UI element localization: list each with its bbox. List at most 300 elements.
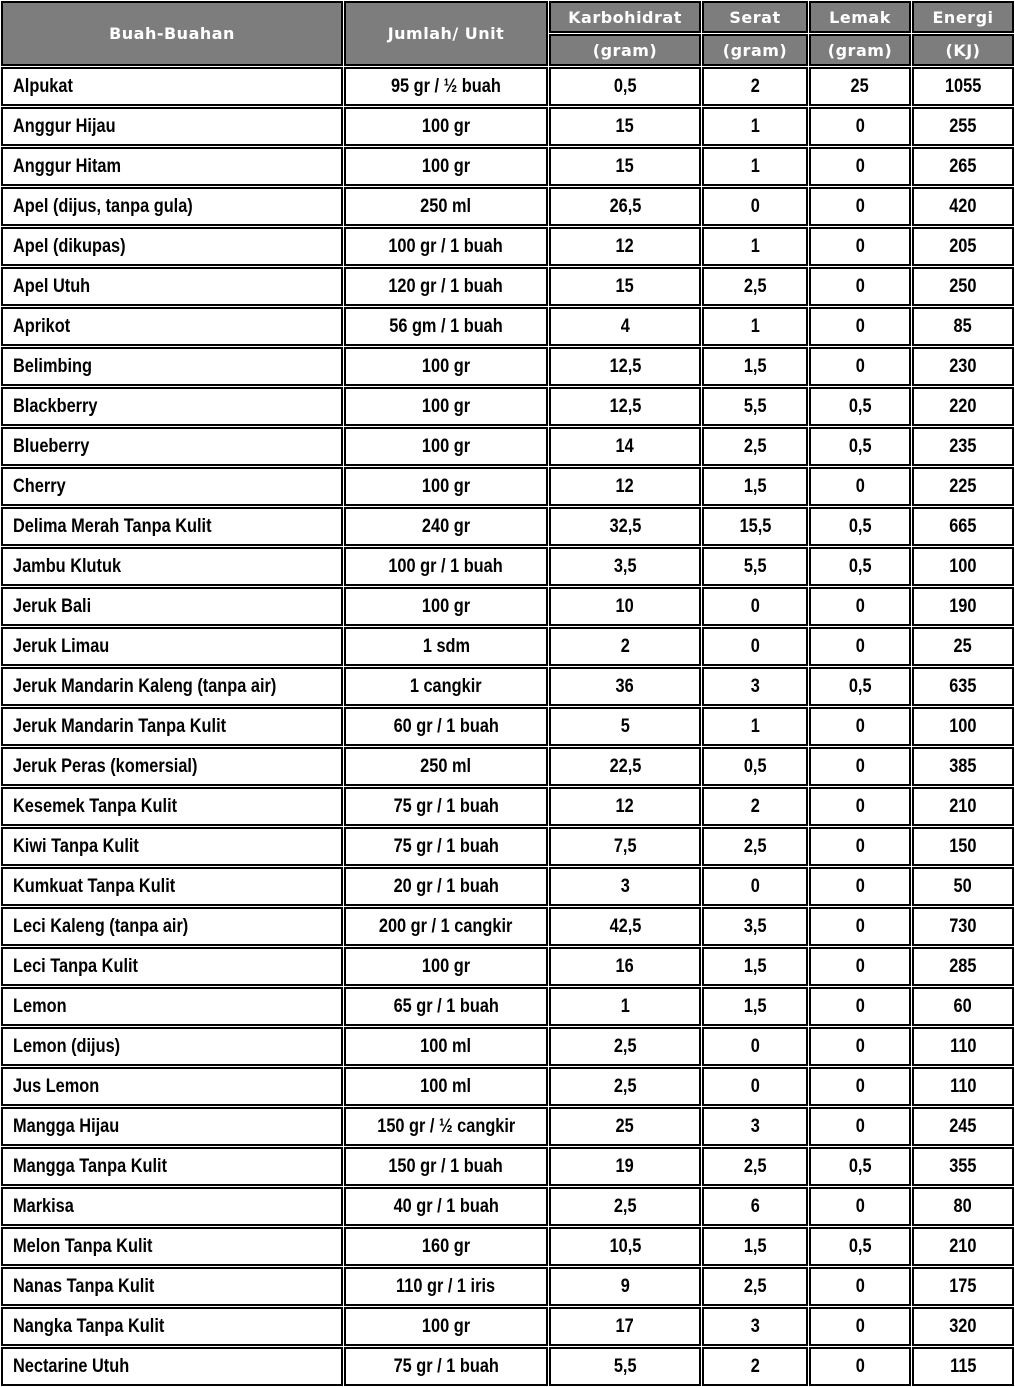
amount-unit-cell <box>344 147 548 186</box>
fruit-name-text: Jeruk Limau <box>13 635 110 657</box>
fruit-name-cell <box>1 107 343 146</box>
cell-value-text: 36 <box>615 675 635 697</box>
fiber-value-cell <box>702 147 808 186</box>
energy-value-cell <box>912 987 1014 1026</box>
cell-value-text: 665 <box>949 515 977 537</box>
table-row <box>1 1027 1014 1066</box>
table-row <box>1 267 1014 306</box>
fruit-name-text: Leci Tanpa Kulit <box>13 955 138 977</box>
energy-value-cell <box>912 107 1014 146</box>
cell-value-text: 100 gr <box>421 395 471 417</box>
amount-unit-cell <box>344 627 548 666</box>
cell-value-text: 3,5 <box>743 915 767 937</box>
fiber-value-cell <box>702 827 808 866</box>
table-row <box>1 67 1014 106</box>
fat-value-cell <box>809 107 911 146</box>
cell-value-text: 2,5 <box>743 1275 767 1297</box>
fat-value-cell <box>809 147 911 186</box>
cell-value-text: 32,5 <box>609 515 641 537</box>
cell-value-text: 210 <box>949 795 977 817</box>
amount-unit-cell <box>344 907 548 946</box>
carbohydrate-value-cell <box>549 427 701 466</box>
fiber-value-cell <box>702 867 808 906</box>
fiber-value-cell <box>702 1067 808 1106</box>
column-header-serat: Serat <box>702 1 808 33</box>
cell-value-text: 250 ml <box>420 195 472 217</box>
cell-value-text: 230 <box>949 355 977 377</box>
fiber-value-cell <box>702 1107 808 1146</box>
cell-value-text: 0 <box>855 1355 865 1377</box>
carbohydrate-value-cell <box>549 467 701 506</box>
carbohydrate-value-cell <box>549 1027 701 1066</box>
cell-value-text: 2,5 <box>743 835 767 857</box>
carbohydrate-value-cell <box>549 1147 701 1186</box>
fruit-name-cell <box>1 1307 343 1346</box>
cell-value-text: 100 gr <box>421 1315 471 1337</box>
cell-value-text: 42,5 <box>609 915 641 937</box>
cell-value-text: 40 gr / 1 buah <box>393 1195 499 1217</box>
cell-value-text: 0 <box>855 595 865 617</box>
fruit-name-text: Apel Utuh <box>13 275 91 297</box>
fiber-value-cell <box>702 907 808 946</box>
fruit-name-text: Aprikot <box>13 315 71 337</box>
fruit-name-cell <box>1 67 343 106</box>
cell-value-text: 225 <box>949 475 977 497</box>
fruit-name-cell <box>1 947 343 986</box>
carbohydrate-value-cell <box>549 387 701 426</box>
cell-value-text: 100 <box>949 715 977 737</box>
fiber-value-cell <box>702 707 808 746</box>
fiber-value-cell <box>702 667 808 706</box>
table-row <box>1 387 1014 426</box>
fat-value-cell <box>809 627 911 666</box>
cell-value-text: 56 gm / 1 buah <box>389 315 503 337</box>
cell-value-text: 150 gr / ½ cangkir <box>376 1115 516 1137</box>
fruit-name-cell <box>1 867 343 906</box>
fruit-name-cell <box>1 187 343 226</box>
cell-value-text: 0 <box>855 715 865 737</box>
cell-value-text: 0,5 <box>848 435 872 457</box>
energy-value-cell <box>912 547 1014 586</box>
amount-unit-cell <box>344 747 548 786</box>
table-row <box>1 1307 1014 1346</box>
fruit-name-text: Cherry <box>13 475 66 497</box>
cell-value-text: 160 gr <box>421 1235 471 1257</box>
carbohydrate-value-cell <box>549 347 701 386</box>
fiber-value-cell <box>702 1187 808 1226</box>
cell-value-text: 5,5 <box>743 555 767 577</box>
carbohydrate-value-cell <box>549 707 701 746</box>
table-row <box>1 227 1014 266</box>
table-row <box>1 867 1014 906</box>
amount-unit-cell <box>344 107 548 146</box>
fruit-name-cell <box>1 507 343 546</box>
fat-value-cell <box>809 587 911 626</box>
fruit-name-cell <box>1 987 343 1026</box>
fat-value-cell <box>809 467 911 506</box>
cell-value-text: 0 <box>855 875 865 897</box>
fiber-value-cell <box>702 227 808 266</box>
fiber-value-cell <box>702 1347 808 1386</box>
fruit-name-cell <box>1 1267 343 1306</box>
cell-value-text: 1 <box>750 235 760 257</box>
table-row <box>1 347 1014 386</box>
carbohydrate-value-cell <box>549 627 701 666</box>
energy-value-cell <box>912 1067 1014 1106</box>
energy-value-cell <box>912 1347 1014 1386</box>
carbohydrate-value-cell <box>549 1267 701 1306</box>
fruit-name-cell <box>1 1027 343 1066</box>
table-row <box>1 787 1014 826</box>
carbohydrate-value-cell <box>549 307 701 346</box>
amount-unit-cell <box>344 1307 548 1346</box>
energy-value-cell <box>912 1027 1014 1066</box>
column-subheader-energi-unit: (KJ) <box>912 34 1014 66</box>
carbohydrate-value-cell <box>549 1187 701 1226</box>
cell-value-text: 0 <box>855 755 865 777</box>
cell-value-text: 0,5 <box>848 395 872 417</box>
energy-value-cell <box>912 587 1014 626</box>
column-header-jumlah-unit: Jumlah/ Unit <box>344 1 548 66</box>
cell-value-text: 2,5 <box>743 275 767 297</box>
fiber-value-cell <box>702 1147 808 1186</box>
fat-value-cell <box>809 267 911 306</box>
cell-value-text: 3 <box>750 675 760 697</box>
fruit-name-text: Jeruk Mandarin Kaleng (tanpa air) <box>13 675 277 697</box>
fruit-name-cell <box>1 347 343 386</box>
cell-value-text: 1055 <box>944 75 982 97</box>
fiber-value-cell <box>702 467 808 506</box>
fruit-name-text: Apel (dikupas) <box>13 235 126 257</box>
cell-value-text: 1,5 <box>743 955 767 977</box>
table-row <box>1 467 1014 506</box>
carbohydrate-value-cell <box>549 867 701 906</box>
fruit-name-text: Anggur Hijau <box>13 115 116 137</box>
fiber-value-cell <box>702 67 808 106</box>
cell-value-text: 110 <box>949 1075 977 1097</box>
fat-value-cell <box>809 1347 911 1386</box>
fruit-name-cell <box>1 1187 343 1226</box>
cell-value-text: 0 <box>750 875 760 897</box>
fiber-value-cell <box>702 187 808 226</box>
energy-value-cell <box>912 347 1014 386</box>
fiber-value-cell <box>702 1307 808 1346</box>
cell-value-text: 22,5 <box>609 755 641 777</box>
fat-value-cell <box>809 507 911 546</box>
fiber-value-cell <box>702 747 808 786</box>
amount-unit-cell <box>344 947 548 986</box>
cell-value-text: 0,5 <box>848 1235 872 1257</box>
energy-value-cell <box>912 667 1014 706</box>
fruit-name-text: Kesemek Tanpa Kulit <box>13 795 178 817</box>
fruit-name-cell <box>1 547 343 586</box>
cell-value-text: 60 <box>953 995 973 1017</box>
fruit-name-cell <box>1 1227 343 1266</box>
amount-unit-cell <box>344 587 548 626</box>
fiber-value-cell <box>702 427 808 466</box>
amount-unit-cell <box>344 387 548 426</box>
cell-value-text: 2 <box>620 635 630 657</box>
cell-value-text: 50 <box>953 875 973 897</box>
energy-value-cell <box>912 187 1014 226</box>
cell-value-text: 175 <box>949 1275 977 1297</box>
cell-value-text: 0,5 <box>848 1155 872 1177</box>
cell-value-text: 110 <box>949 1035 977 1057</box>
table-row <box>1 667 1014 706</box>
energy-value-cell <box>912 867 1014 906</box>
amount-unit-cell <box>344 707 548 746</box>
fat-value-cell <box>809 547 911 586</box>
fat-value-cell <box>809 1187 911 1226</box>
fruit-name-cell <box>1 1067 343 1106</box>
fruit-name-text: Markisa <box>13 1195 74 1217</box>
cell-value-text: 2 <box>750 1355 760 1377</box>
cell-value-text: 250 ml <box>420 755 472 777</box>
fiber-value-cell <box>702 787 808 826</box>
cell-value-text: 100 ml <box>420 1035 472 1057</box>
cell-value-text: 220 <box>949 395 977 417</box>
fruit-name-cell <box>1 1107 343 1146</box>
table-row <box>1 507 1014 546</box>
column-subheader-karbohidrat-unit: (gram) <box>549 34 701 66</box>
table-row <box>1 1187 1014 1226</box>
cell-value-text: 75 gr / 1 buah <box>393 1355 499 1377</box>
amount-unit-cell <box>344 1267 548 1306</box>
fiber-value-cell <box>702 947 808 986</box>
cell-value-text: 2,5 <box>613 1035 637 1057</box>
cell-value-text: 0 <box>855 995 865 1017</box>
fat-value-cell <box>809 1027 911 1066</box>
cell-value-text: 0,5 <box>743 755 767 777</box>
fat-value-cell <box>809 307 911 346</box>
fiber-value-cell <box>702 267 808 306</box>
fiber-value-cell <box>702 627 808 666</box>
cell-value-text: 205 <box>949 235 977 257</box>
cell-value-text: 15 <box>615 275 635 297</box>
cell-value-text: 0 <box>750 595 760 617</box>
fat-value-cell <box>809 707 911 746</box>
cell-value-text: 0 <box>855 1115 865 1137</box>
cell-value-text: 100 gr <box>421 435 471 457</box>
table-row <box>1 907 1014 946</box>
cell-value-text: 5,5 <box>613 1355 637 1377</box>
fat-value-cell <box>809 347 911 386</box>
cell-value-text: 25 <box>953 635 973 657</box>
fruit-name-text: Melon Tanpa Kulit <box>13 1235 153 1257</box>
amount-unit-cell <box>344 547 548 586</box>
column-subheader-serat-unit: (gram) <box>702 34 808 66</box>
fiber-value-cell <box>702 507 808 546</box>
amount-unit-cell <box>344 1147 548 1186</box>
fruit-name-text: Alpukat <box>13 75 73 97</box>
fat-value-cell <box>809 1227 911 1266</box>
fat-value-cell <box>809 187 911 226</box>
cell-value-text: 1,5 <box>743 355 767 377</box>
amount-unit-cell <box>344 267 548 306</box>
energy-value-cell <box>912 147 1014 186</box>
fruit-name-text: Apel (dijus, tanpa gula) <box>13 195 193 217</box>
fruit-name-text: Lemon (dijus) <box>13 1035 121 1057</box>
carbohydrate-value-cell <box>549 267 701 306</box>
fruit-name-text: Lemon <box>13 995 67 1017</box>
cell-value-text: 9 <box>620 1275 630 1297</box>
amount-unit-cell <box>344 827 548 866</box>
cell-value-text: 200 gr / 1 cangkir <box>379 915 513 937</box>
cell-value-text: 0 <box>750 1075 760 1097</box>
fruit-name-cell <box>1 227 343 266</box>
cell-value-text: 240 gr <box>421 515 471 537</box>
amount-unit-cell <box>344 987 548 1026</box>
carbohydrate-value-cell <box>549 1107 701 1146</box>
amount-unit-cell <box>344 467 548 506</box>
cell-value-text: 0 <box>855 835 865 857</box>
fruit-name-text: Jus Lemon <box>13 1075 100 1097</box>
cell-value-text: 10,5 <box>609 1235 641 1257</box>
energy-value-cell <box>912 227 1014 266</box>
cell-value-text: 0 <box>855 795 865 817</box>
amount-unit-cell <box>344 1107 548 1146</box>
cell-value-text: 150 gr / 1 buah <box>388 1155 504 1177</box>
fat-value-cell <box>809 987 911 1026</box>
fruit-name-text: Anggur Hitam <box>13 155 122 177</box>
cell-value-text: 5,5 <box>743 395 767 417</box>
fat-value-cell <box>809 1307 911 1346</box>
cell-value-text: 0 <box>855 275 865 297</box>
fruit-name-cell <box>1 267 343 306</box>
cell-value-text: 3 <box>750 1315 760 1337</box>
fruit-name-text: Jeruk Peras (komersial) <box>13 755 198 777</box>
fiber-value-cell <box>702 547 808 586</box>
cell-value-text: 1 <box>620 995 630 1017</box>
amount-unit-cell <box>344 187 548 226</box>
fruit-name-cell <box>1 387 343 426</box>
cell-value-text: 0 <box>855 955 865 977</box>
energy-value-cell <box>912 947 1014 986</box>
cell-value-text: 0 <box>855 475 865 497</box>
cell-value-text: 100 gr / 1 buah <box>388 235 504 257</box>
fruit-name-text: Nangka Tanpa Kulit <box>13 1315 165 1337</box>
fruit-name-text: Kumkuat Tanpa Kulit <box>13 875 176 897</box>
cell-value-text: 2,5 <box>743 435 767 457</box>
carbohydrate-value-cell <box>549 107 701 146</box>
table-row <box>1 1067 1014 1106</box>
cell-value-text: 190 <box>949 595 977 617</box>
fruit-name-cell <box>1 427 343 466</box>
fruit-name-cell <box>1 307 343 346</box>
fiber-value-cell <box>702 1267 808 1306</box>
carbohydrate-value-cell <box>549 1347 701 1386</box>
carbohydrate-value-cell <box>549 787 701 826</box>
cell-value-text: 2,5 <box>743 1155 767 1177</box>
energy-value-cell <box>912 787 1014 826</box>
cell-value-text: 100 gr <box>421 355 471 377</box>
amount-unit-cell <box>344 1347 548 1386</box>
fat-value-cell <box>809 1107 911 1146</box>
energy-value-cell <box>912 827 1014 866</box>
carbohydrate-value-cell <box>549 147 701 186</box>
cell-value-text: 15,5 <box>739 515 771 537</box>
table-row <box>1 1227 1014 1266</box>
amount-unit-cell <box>344 667 548 706</box>
cell-value-text: 1 <box>750 155 760 177</box>
amount-unit-cell <box>344 227 548 266</box>
cell-value-text: 19 <box>615 1155 635 1177</box>
fiber-value-cell <box>702 307 808 346</box>
cell-value-text: 2 <box>750 75 760 97</box>
carbohydrate-value-cell <box>549 947 701 986</box>
cell-value-text: 385 <box>949 755 977 777</box>
fruit-name-cell <box>1 787 343 826</box>
cell-value-text: 250 <box>949 275 977 297</box>
fat-value-cell <box>809 1147 911 1186</box>
cell-value-text: 2 <box>750 795 760 817</box>
cell-value-text: 12,5 <box>609 395 641 417</box>
header-row-main <box>1 1 1014 33</box>
cell-value-text: 0 <box>750 635 760 657</box>
table-row <box>1 947 1014 986</box>
fat-value-cell <box>809 227 911 266</box>
fiber-value-cell <box>702 587 808 626</box>
fruit-name-text: Nanas Tanpa Kulit <box>13 1275 155 1297</box>
cell-value-text: 245 <box>949 1115 977 1137</box>
cell-value-text: 210 <box>949 1235 977 1257</box>
fruit-name-text: Blueberry <box>13 435 90 457</box>
cell-value-text: 17 <box>615 1315 635 1337</box>
energy-value-cell <box>912 1267 1014 1306</box>
fiber-value-cell <box>702 1027 808 1066</box>
cell-value-text: 235 <box>949 435 977 457</box>
cell-value-text: 3 <box>620 875 630 897</box>
fiber-value-cell <box>702 1227 808 1266</box>
cell-value-text: 15 <box>615 155 635 177</box>
table-row <box>1 1347 1014 1386</box>
fruit-name-cell <box>1 707 343 746</box>
cell-value-text: 65 gr / 1 buah <box>393 995 499 1017</box>
cell-value-text: 12 <box>615 235 635 257</box>
fiber-value-cell <box>702 387 808 426</box>
cell-value-text: 100 <box>949 555 977 577</box>
cell-value-text: 95 gr / ½ buah <box>391 75 501 97</box>
cell-value-text: 1,5 <box>743 1235 767 1257</box>
cell-value-text: 25 <box>850 75 870 97</box>
fruit-name-text: Kiwi Tanpa Kulit <box>13 835 139 857</box>
cell-value-text: 80 <box>953 1195 973 1217</box>
cell-value-text: 14 <box>615 435 635 457</box>
fat-value-cell <box>809 667 911 706</box>
fruit-name-text: Belimbing <box>13 355 92 377</box>
cell-value-text: 100 gr <box>421 595 471 617</box>
cell-value-text: 150 <box>949 835 977 857</box>
fat-value-cell <box>809 67 911 106</box>
cell-value-text: 0 <box>855 1315 865 1337</box>
cell-value-text: 1,5 <box>743 995 767 1017</box>
cell-value-text: 2,5 <box>613 1195 637 1217</box>
amount-unit-cell <box>344 787 548 826</box>
cell-value-text: 635 <box>949 675 977 697</box>
fruit-name-cell <box>1 907 343 946</box>
cell-value-text: 0 <box>855 155 865 177</box>
carbohydrate-value-cell <box>549 547 701 586</box>
energy-value-cell <box>912 1187 1014 1226</box>
fruit-name-cell <box>1 827 343 866</box>
cell-value-text: 3 <box>750 1115 760 1137</box>
cell-value-text: 1 cangkir <box>410 675 482 697</box>
cell-value-text: 12,5 <box>609 355 641 377</box>
fruit-name-text: Delima Merah Tanpa Kulit <box>13 515 212 537</box>
cell-value-text: 12 <box>615 795 635 817</box>
table-row <box>1 1147 1014 1186</box>
carbohydrate-value-cell <box>549 587 701 626</box>
